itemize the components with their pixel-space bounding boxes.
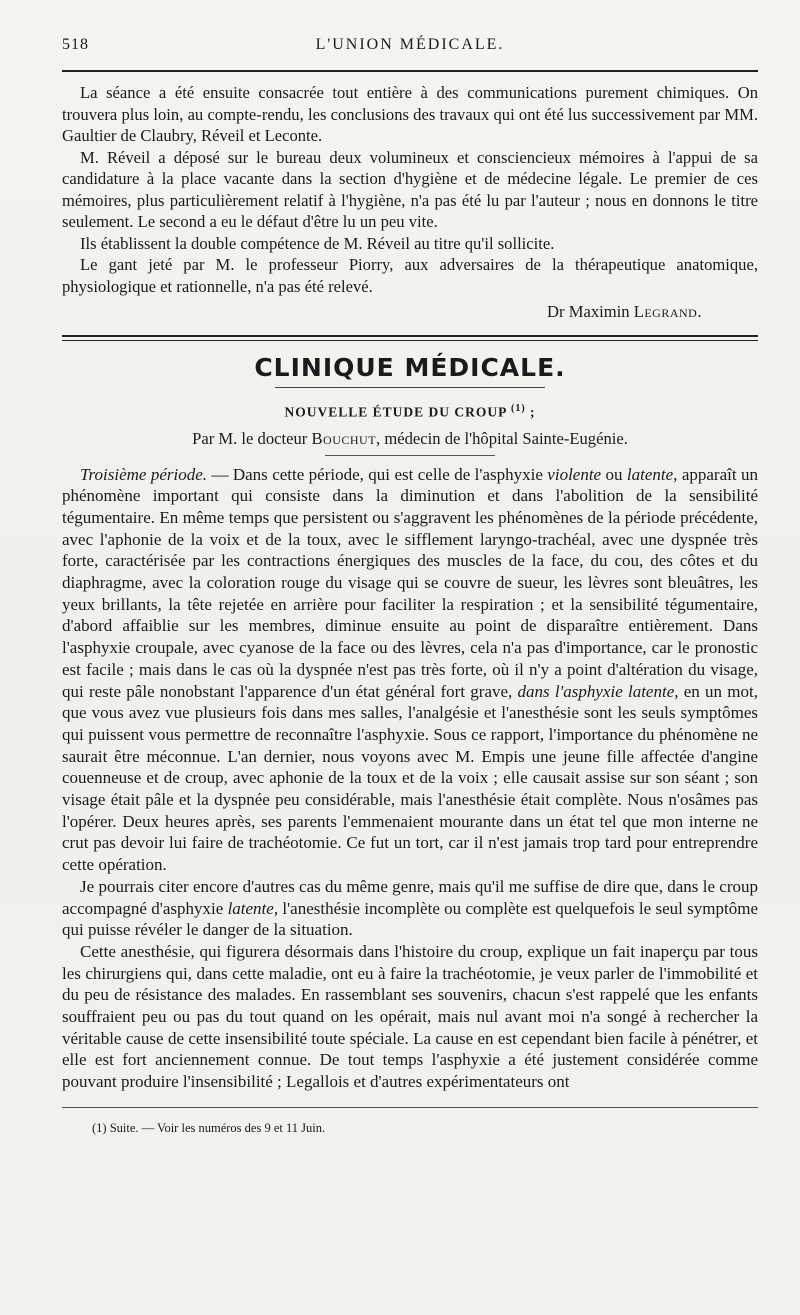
signature: [62, 301, 702, 323]
article-p2-text-a: Je pourrais citer encore d'autres cas du même genre, mais qu'il me suffise de dire que, dans le croup accompagné d'asphyxie: [62, 876, 758, 918]
signature-name: Maximin: [568, 302, 630, 321]
byline-prefix: Par M. le docteur: [192, 428, 308, 448]
byline-suffix: , médecin de l'hôpital Sainte-Eugénie.: [376, 428, 628, 448]
byline-author: Bouchut: [311, 428, 377, 448]
article-paragraph-1: [62, 464, 758, 876]
article-p1-italic-3: dans l'asphyxie latente,: [517, 681, 679, 701]
article-p2-text-b: l'anesthésie incomplète ou complète est quelquefois le seul symptôme qui puisse révéler le danger de la situation.: [62, 898, 758, 940]
article-heading: [62, 400, 758, 422]
report-paragraph-4: Le gant jeté par M. le professeur Piorry, aux adversaires de la thérapeutique anatomique, physiologique et rationnelle, n'a pas été relevé.: [62, 255, 758, 296]
report-paragraph-1: La séance a été ensuite consacrée tout entière à des communications purement chimiques. On trouvera plus loin, au compte-rendu, les conclusions des travaux qui ont été lus successivement par MM. Gaultier de Claubry, Réveil et Leconte.: [62, 83, 758, 145]
article-heading-text: NOUVELLE ÉTUDE DU CROUP: [284, 404, 507, 420]
period-lead: Troisième période.: [80, 464, 208, 484]
signature-surname: Legrand.: [633, 302, 702, 321]
section-divider: [62, 335, 758, 341]
article-heading-note: (1): [510, 403, 526, 414]
journal-title: L'UNION MÉDICALE.: [315, 36, 505, 53]
article-body: [62, 464, 758, 1093]
article-p1-text-a: — Dans cette période, qui est celle de l'asphyxie: [207, 464, 548, 484]
article-p1-text-c: apparaît un phénomène important qui consiste dans la diminution et dans l'abolition de la sensibilité tégumentaire. En même temps que persistent ou s'aggravent les phénomènes de la période précédente, avec l'aphonie de la voix et de la toux, avec le sifflement laryngo-trachéal, avec une dyspnée très forte, caractérisée par les contractions énergiques des muscles de la face, du cou, des côtes et du diaphragme, avec la coloration rouge du visage qui se couvre de sueur, les lèvres sont bleuâtres, les yeux brillants, la tête rejetée en arrière pour faciliter la respiration ; et la sensibilité tégumentaire, d'abord affaiblie sur les membres, diminue ensuite au point de disparaître entièrement. Dans l'asphyxie croupale, avec cyanose de la face ou des lèvres, cela n'a pas d'importance, car le pronostic est facile ; mais dans le cas où la dyspnée n'est pas très forte, où il n'y a point d'altération du visage, qui reste pâle nonobstant l'apparence d'un état général fort grave,: [62, 464, 758, 701]
running-head: [62, 36, 758, 62]
article-p1-text-b: ou: [601, 464, 627, 484]
signature-prefix: Dr: [547, 302, 565, 321]
article-heading-punct: ;: [530, 404, 536, 420]
page-number: 518: [62, 36, 89, 53]
article-p1-italic-1: violente: [547, 464, 602, 484]
byline: [62, 428, 758, 450]
footnote-rule: [62, 1107, 758, 1108]
article-p1-italic-2: latente,: [626, 464, 678, 484]
article-p2-italic: latente,: [227, 898, 279, 918]
report-paragraph-2: M. Réveil a déposé sur le bureau deux volumineux et consciencieux mémoires à l'appui de sa candidature à la place vacante dans la section d'hygiène et de médecine légale. Le premier de ces mémoires, plus particulièrement relatif à l'hygiène, n'a pas été lu par l'auteur ; nous en donnons le titre seulement. Le second a eu le défaut d'être lu un peu vite.: [62, 147, 758, 231]
section-title-underline: [275, 387, 545, 388]
header-rule: [62, 70, 758, 72]
article-paragraph-2: [62, 876, 758, 941]
article-paragraph-3: Cette anesthésie, qui figurera désormais dans l'histoire du croup, explique un fait inaperçu par tous les chirurgiens qui, dans cette maladie, ont eu à faire la trachéotomie, je veux parler de l'immobilité et du peu de résistance des malades. En rassemblant ses souvenirs, chacun s'est rappelé que les enfants souffraient peu ou pas du tout quand on les opérait, mais nul avant moi n'a songé à rechercher la véritable cause de cette insensibilité toute spéciale. La cause en est cependant bien facile à pénétrer, et elle est fort anciennement connue. De tout temps l'asphyxie a été justement considérée comme pouvant produire l'insensibilité ; Legallois et d'autres expérimentateurs ont: [62, 941, 758, 1092]
section-title: CLINIQUE MÉDICALE.: [254, 353, 566, 382]
byline-rule: [325, 455, 495, 456]
report-paragraph-3: Ils établissent la double compétence de M. Réveil au titre qu'il sollicite.: [80, 233, 555, 253]
footnote: (1) Suite. — Voir les numéros des 9 et 11 Juin.: [92, 1120, 326, 1135]
article-p1-text-d: en un mot, que vous avez vue plusieurs fois dans mes salles, l'analgésie et l'anesthésie sont les seuls symptômes qui puissent vous permettre de reconnaître l'asphyxie. Sous ce rapport, l'importance du phénomène ne saurait être méconnue. L'an dernier, nous voyons avec M. Empis une jeune fille affectée d'angine couenneuse et de croup, avec aphonie de la toux et de la voix ; elle causait assise sur son séant ; son visage était pâle et la dyspnée peu considérable, mais l'anesthésie était complète. Nous n'osâmes pas l'opérer. Deux heures après, ses parents l'emmenaient mourante dans un état tel que mon interne ne crut pas devoir lui faire de trachéotomie. Ce fut un tort, car il n'est jamais trop tard pour entreprendre cette opération.: [62, 681, 758, 875]
session-report: [62, 82, 758, 323]
